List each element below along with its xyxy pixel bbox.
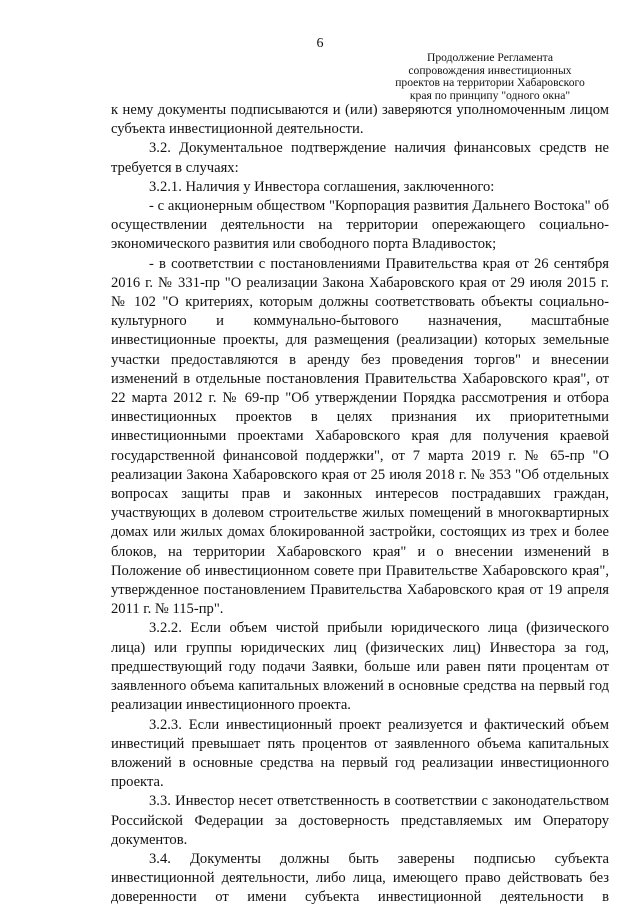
paragraph: - с акционерным обществом "Корпорация развития Дальнего Востока" об осуществлении деятельности на территории опережающего социально-экономического развития или свободного порта Владивосток; <box>111 198 609 253</box>
running-head <box>370 52 610 102</box>
page-number: 6 <box>316 36 324 51</box>
paragraph: 3.2. Документальное подтверждение наличия финансовых средств не требуется в случаях: <box>111 140 609 176</box>
running-head-line: сопровождения инвестиционных <box>408 63 572 77</box>
paragraph: 3.2.1. Наличия у Инвестора соглашения, заключенного: <box>149 178 495 195</box>
running-head-line: края по принципу "одного окна" <box>409 88 571 102</box>
paragraph: 3.2.2. Если объем чистой прибыли юридического лица (физического лица) или группы юридических лиц (физических лиц) Инвестора за год, предшествующий году подачи Заявки, больше или равен пяти процентам от заявленного объема капитальных вложений в основные средства на первый год реализации инвестиционного проекта. <box>111 620 609 714</box>
paragraph: 3.2.3. Если инвестиционный проект реализуется и фактический объем инвестиций превышает пять процентов от заявленного объема капитальных вложений в основные средства на первый год реализации инвестиционного проекта. <box>111 716 609 791</box>
paragraph: - в соответствии с постановлениями Правительства края от 26 сентября 2016 г. № 331-пр "О реализации Закона Хабаровского края от 29 июля 2015 г. № 102 "О критериях, которым должны соответствовать объекты социально-культурного и коммунально-бытового назначения, масштабные инвестиционные проекты, для размещения (реализации) которых земельные участки предоставляются в аренду без проведения торгов" и внесении изменений в отдельные постановления Правительства Хабаровского края", от 22 марта 2012 г. № 69-пр "Об утверждении Порядка рассмотрения и отбора инвестиционных проектов в целях признания их приоритетными инвестиционными проектами Хабаровского края для получения краевой государственной финансовой поддержки", от 7 марта 2019 г. № 65-пр "О реализации Закона Хабаровского края от 25 июля 2018 г. № 353 "Об отдельных вопросах защиты прав и законных интересов пострадавших граждан, участвующих в долевом строительстве жилых помещений в многоквартирных домах или жилых домах блокированной застройки, состоящих из трех и более блоков, на территории Хабаровского края" и о внесении изменений в Положение об инвестиционном совете при Правительстве Хабаровского края", утвержденное постановлением Правительства Хабаровского края от 19 апреля 2011 г. № 115-пр". <box>111 255 609 618</box>
running-head-line: проектов на территории Хабаровского <box>395 76 585 89</box>
paragraph: 3.4. Документы должны быть заверены подписью субъекта инвестиционной деятельности, либо лица, имеющего право действовать без доверенности от имени субъекта инвестиционной деятельности в <box>111 850 609 906</box>
paragraph: 3.3. Инвестор несет ответственность в соответствии с законодательством Российской Федерации за достоверность представляемых им Оператору документов. <box>111 793 609 848</box>
body-text <box>111 101 609 908</box>
paragraph: к нему документы подписываются и (или) заверяются уполномоченным лицом субъекта инвестиционной деятельности. <box>111 102 609 138</box>
running-head-line: Продолжение Регламента <box>427 51 553 64</box>
